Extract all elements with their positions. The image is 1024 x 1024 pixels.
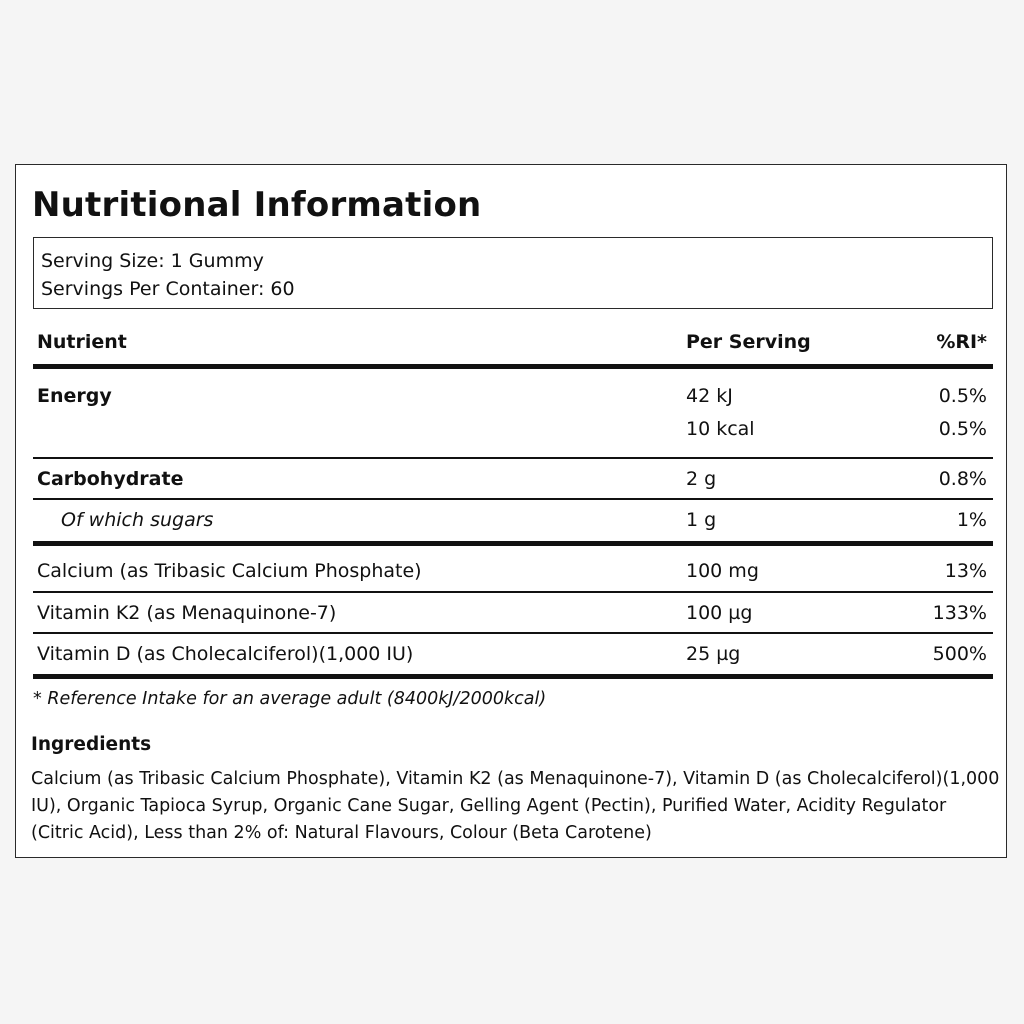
nutrient-name: Calcium (as Tribasic Calcium Phosphate) — [37, 560, 422, 582]
ingredients-text — [31, 766, 1000, 847]
table-header-row — [33, 325, 993, 369]
ri-value: 500% — [932, 643, 987, 665]
nutrient-name: Carbohydrate — [37, 468, 184, 490]
ri-value: 1% — [956, 509, 987, 531]
nutrient-name: Vitamin D (as Cholecalciferol)(1,000 IU) — [37, 643, 414, 665]
nutrient-name: Energy — [37, 385, 112, 407]
per-serving-value: 100 mg — [686, 560, 759, 582]
per-serving-value: 42 kJ — [686, 385, 733, 407]
table-row — [33, 459, 993, 500]
ri-value: 133% — [932, 602, 987, 624]
per-serving-value: 1 g — [686, 509, 717, 531]
header-ri: %RI* — [936, 331, 987, 353]
header-nutrient: Nutrient — [37, 331, 127, 353]
nutrition-table — [33, 325, 993, 679]
table-row — [33, 369, 993, 409]
nutrition-panel — [15, 164, 1007, 858]
table-row — [33, 500, 993, 546]
reference-intake-footnote: * Reference Intake for an average adult (8400kJ/2000kcal) — [33, 689, 547, 709]
table-row — [33, 409, 993, 459]
ri-value: 0.5% — [938, 385, 987, 407]
ingredients-heading: Ingredients — [31, 734, 152, 755]
serving-info-box — [33, 237, 993, 309]
servings-per-container: Servings Per Container: 60 — [41, 278, 295, 300]
ri-value: 13% — [944, 560, 987, 582]
ri-value: 0.8% — [938, 468, 987, 490]
nutrient-name: Of which sugars — [61, 509, 214, 531]
per-serving-value: 25 µg — [686, 643, 741, 665]
table-row — [33, 593, 993, 634]
ri-value: 0.5% — [938, 418, 987, 440]
per-serving-value: 10 kcal — [686, 418, 755, 440]
page-title: Nutritional Information — [32, 185, 482, 225]
ingredients-line: IU), Organic Tapioca Syrup, Organic Cane Sugar, Gelling Agent (Pectin), Purified Water, Acidity Regulator — [31, 796, 947, 816]
nutrient-name: Vitamin K2 (as Menaquinone-7) — [37, 602, 337, 624]
ingredients-line: Calcium (as Tribasic Calcium Phosphate), Vitamin K2 (as Menaquinone-7), Vitamin D (as Cholecalciferol)(1,000 — [31, 769, 1000, 789]
table-row — [33, 634, 993, 679]
header-per-serving: Per Serving — [686, 331, 811, 353]
ingredients-line: (Citric Acid), Less than 2% of: Natural Flavours, Colour (Beta Carotene) — [31, 823, 652, 843]
per-serving-value: 2 g — [686, 468, 717, 490]
table-row — [33, 546, 993, 593]
serving-size: Serving Size: 1 Gummy — [41, 250, 264, 272]
per-serving-value: 100 µg — [686, 602, 753, 624]
